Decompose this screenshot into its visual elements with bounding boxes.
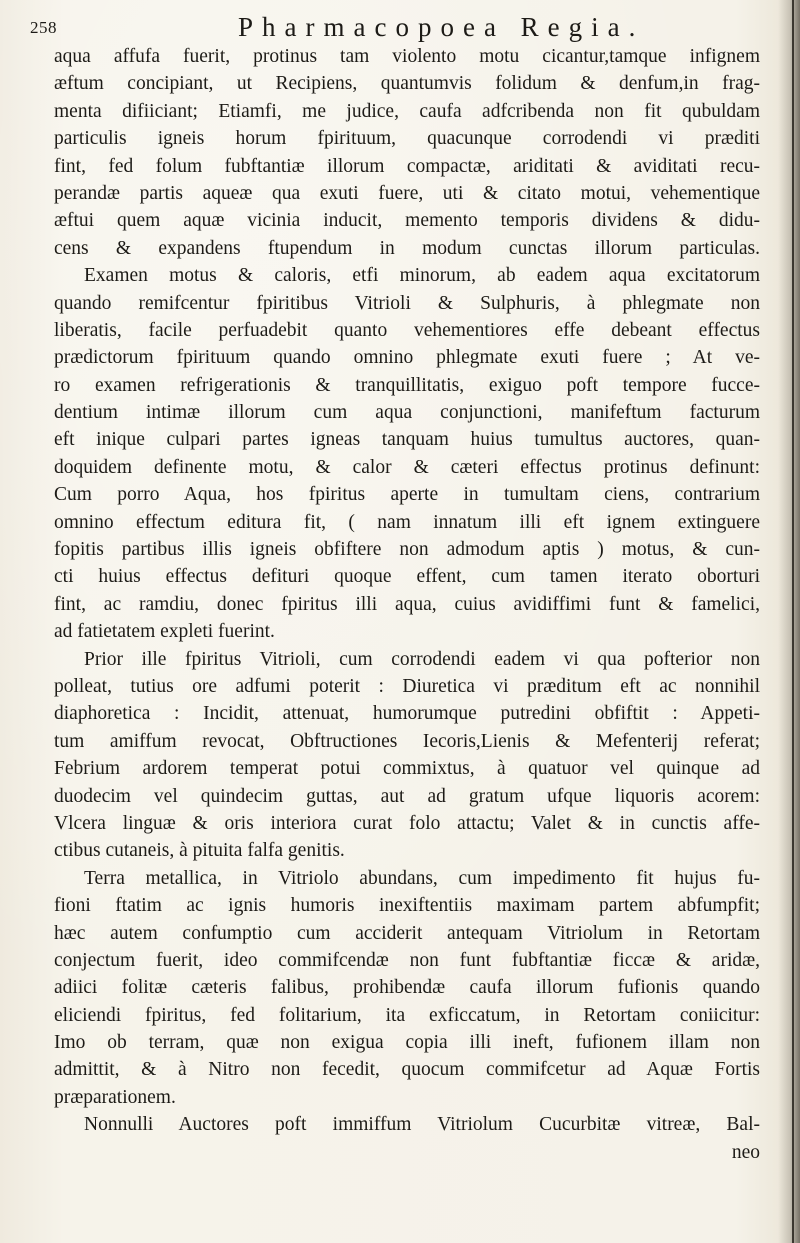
body-text: [54, 43, 760, 1166]
text-line: fint, fed folum fubftantiæ illorum compactæ, ariditati & aviditati recu-: [54, 155, 760, 177]
text-line: diaphoretica : Incidit, attenuat, humorumque putredini obfiftit : Appeti-: [54, 703, 760, 725]
text-line: Cum porro Aqua, hos fpiritus aperte in tumultam ciens, contrarium: [54, 484, 760, 506]
text-line: fioni ftatim ac ignis humoris inexiftentiis maximam partem abfumpfit;: [54, 895, 760, 917]
text-line: prædictorum fpirituum quando omnino phlegmate exuti fuere ; At ve-: [54, 347, 760, 369]
text-line: cens & expandens ftupendum in modum cunctas illorum particulas.: [54, 237, 760, 259]
text-line: ro examen refrigerationis & tranquillitatis, exiguo poft tempore fucce-: [54, 374, 760, 396]
text-line: præparationem.: [54, 1086, 176, 1108]
text-line: aqua affufa fuerit, protinus tam violento motu cicantur,tamque infignem: [54, 46, 760, 67]
text-line: Examen motus & caloris, etfi minorum, ab eadem aqua excitatorum: [84, 265, 760, 287]
page-number: 258: [30, 18, 57, 37]
text-line: Febrium ardorem temperat potui commixtus, à quatuor vel quinque ad: [54, 758, 760, 780]
page-edge-line: [792, 0, 794, 1243]
text-line: doquidem definente motu, & calor & cæteri effectus protinus definunt:: [54, 456, 760, 478]
text-line: particulis igneis horum fpirituum, quacunque corrodendi vi præditi: [54, 128, 760, 150]
text-line: æftui quem aquæ vicinia inducit, memento temporis dividens & didu-: [54, 210, 760, 232]
text-line: perandæ partis aqueæ qua exuti fuere, uti & citato motui, vehementique: [54, 182, 760, 204]
text-line: liberatis, facile perfuadebit quanto vehementiores effe debeant effectus: [54, 319, 760, 341]
text-line: admittit, & à Nitro non fecedit, quocum commifcetur ad Aquæ Fortis: [54, 1059, 760, 1081]
text-line: ctibus cutaneis, à pituita falfa genitis.: [54, 840, 345, 862]
text-line: dentium intimæ illorum cum aqua conjunctioni, manifeftum facturum: [54, 402, 760, 424]
text-line: hæc autem confumptio cum acciderit antequam Vitriolum in Retortam: [54, 922, 760, 944]
text-line: fopitis partibus illis igneis obfiftere non admodum aptis ) motus, & cun-: [54, 539, 760, 561]
text-line: eliciendi fpiritus, fed folitarium, ita exficcatum, in Retortam coniicitur:: [54, 1004, 760, 1026]
text-line: omnino effectum editura fit, ( nam innatum illi eft ignem extinguere: [54, 511, 760, 533]
text-line: Prior ille fpiritus Vitrioli, cum corrodendi eadem vi qua pofterior non: [84, 648, 760, 670]
running-title: Pharmacopoea Regia.: [238, 12, 645, 42]
text-line: cti huius effectus defituri quoque effent, cum tamen iterato oborturi: [54, 566, 760, 588]
text-line: fint, ac ramdiu, donec fpiritus illi aqua, cuius avidiffimi funt & famelici,: [54, 593, 760, 615]
text-line: Terra metallica, in Vitriolo abundans, cum impedimento fit hujus fu-: [84, 867, 760, 889]
page-gutter-shadow: [778, 0, 800, 1243]
text-line: ad fatietatem expleti fuerint.: [54, 621, 275, 643]
text-line: conjectum fuerit, ideo commifcendæ non funt fubftantiæ ficcæ & aridæ,: [54, 949, 760, 971]
text-line: eft inique culpari partes igneas tanquam huius tumultus auctores, quan-: [54, 429, 760, 451]
text-line: æftum concipiant, ut Recipiens, quantumvis folidum & denfum,in frag-: [54, 73, 760, 95]
text-line: neo: [731, 1141, 760, 1163]
text-line: quando remifcentur fpiritibus Vitrioli & Sulphuris, à phlegmate non: [54, 292, 760, 314]
text-line: Nonnulli Auctores poft immiffum Vitriolum Cucurbitæ vitreæ, Bal-: [84, 1114, 760, 1136]
text-line: Imo ob terram, quæ non exigua copia illi ineft, fufionem illam non: [54, 1032, 760, 1054]
text-line: Vlcera linguæ & oris interiora curat folo attactu; Valet & in cunctis affe-: [54, 812, 760, 834]
page-header: [30, 12, 770, 46]
text-line: menta difiiciant; Etiamfi, me judice, caufa adfcribenda non fit qubuldam: [54, 100, 760, 122]
text-line: polleat, tutius ore adfumi poterit : Diuretica vi præditum eft ac nonnihil: [54, 675, 760, 697]
text-line: duodecim vel quindecim guttas, aut ad gratum ufque liquoris acorem:: [54, 785, 760, 807]
text-line: adiici folitæ cæteris falibus, prohibendæ caufa illorum fufionis quando: [54, 977, 760, 999]
text-line: tum amiffum revocat, Obftructiones Iecoris,Lienis & Mefenterij referat;: [54, 730, 760, 752]
